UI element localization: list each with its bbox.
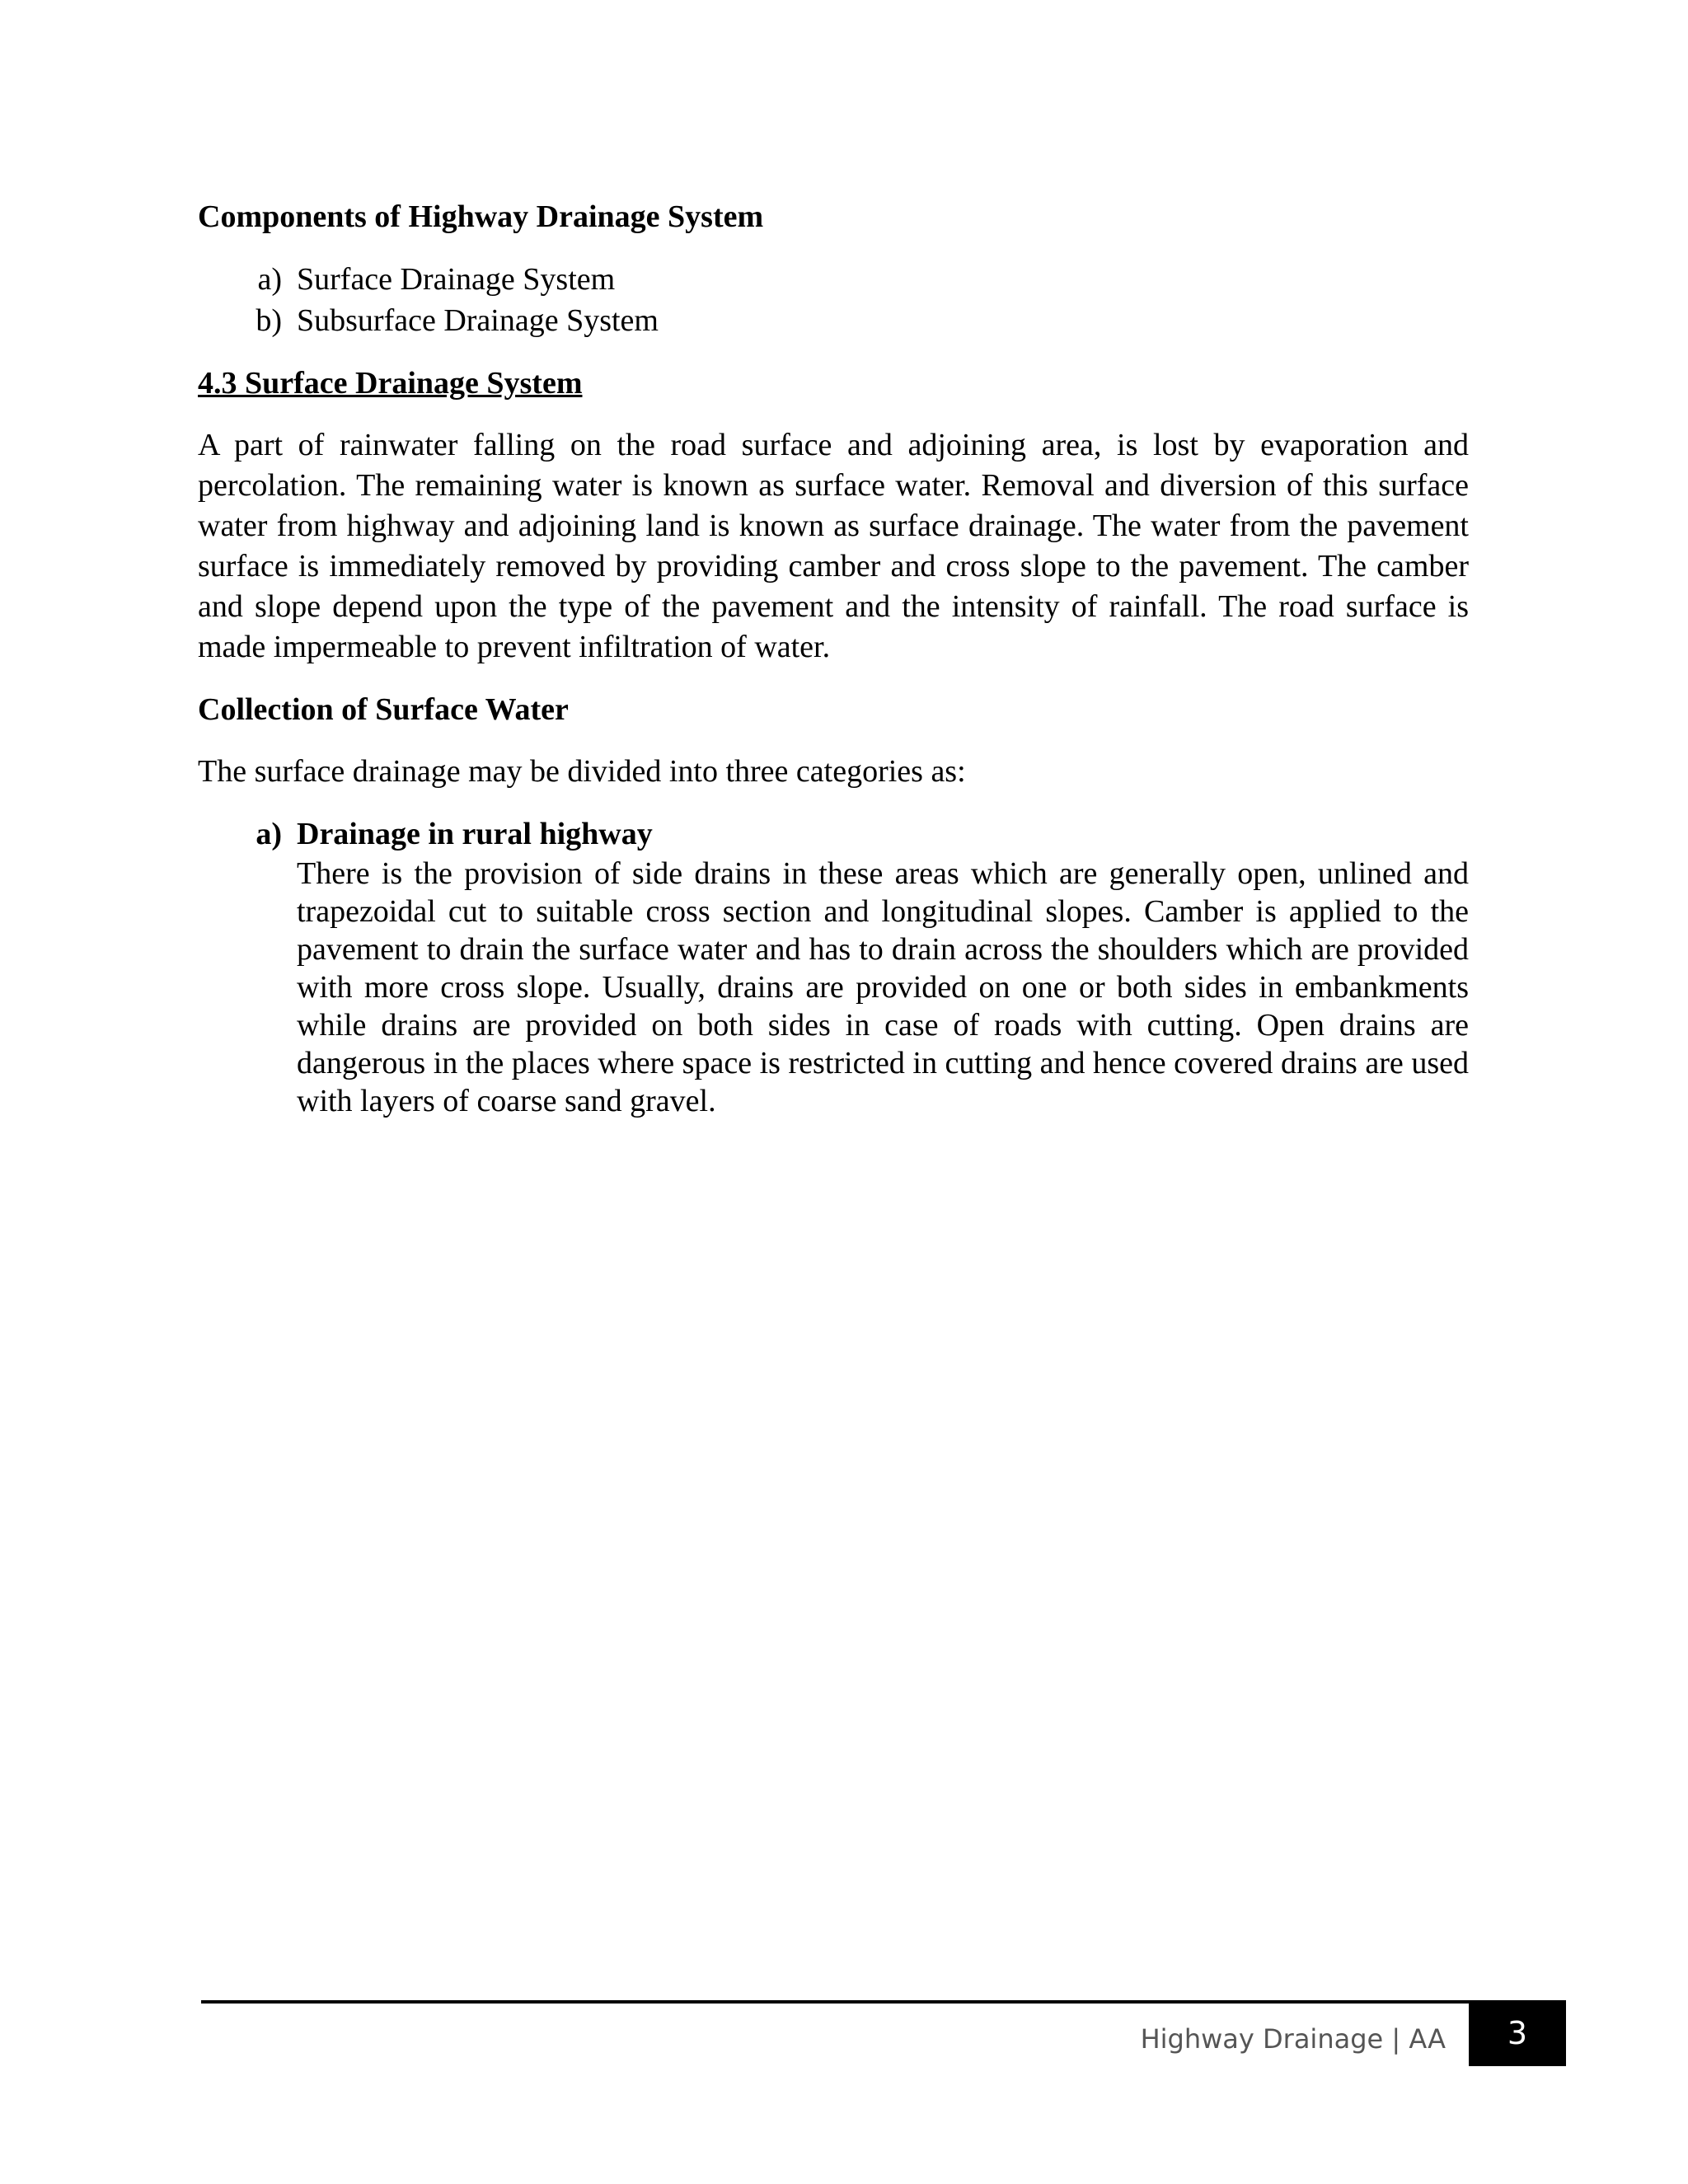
list-marker: a) — [257, 262, 282, 297]
components-heading: Components of Highway Drainage System — [198, 199, 764, 234]
section-heading: 4.3 Surface Drainage System — [198, 366, 583, 401]
components-list — [198, 259, 1469, 341]
subsection-title: Drainage in rural highway — [297, 817, 653, 851]
list-item — [198, 300, 1469, 341]
page-content — [198, 196, 1469, 1120]
section-paragraph: A part of rainwater falling on the road surface and adjoining area, is lost by evaporation and percolation. The remaining water is known as surface water. Removal and diversion of this surface water from highway and adjoining land is known as surface drainage. The water from the pavement surface is immediately removed by providing camber and cross slope to the pavement. The camber and slope depend upon the type of the pavement and the intensity of rainfall. The road surface is made impermeable to prevent infiltration of water. — [198, 428, 1469, 664]
subsection-paragraph: There is the provision of side drains in these areas which are generally open, unlined and trapezoidal cut to suitable cross section and longitudinal slopes. Camber is applied to the pavement to drain the surface water and has to drain across the shoulders which are provided with more cross slope. Usually, drains are provided on one or both sides in embankments while drains are provided on both sides in case of roads with cutting. Open drains are dangerous in the places where space is restricted in cutting and hence covered drains are used with layers of coarse sand gravel. — [297, 856, 1469, 1118]
collection-intro: The surface drainage may be divided into three categories as: — [198, 754, 966, 789]
list-item — [198, 813, 1469, 1120]
footer-divider — [201, 2000, 1566, 2004]
footer-label: Highway Drainage | AA — [1140, 2023, 1446, 2055]
list-item-text: Subsurface Drainage System — [297, 303, 659, 338]
list-marker: b) — [256, 303, 282, 338]
page-number-badge — [1469, 2000, 1566, 2066]
collection-heading: Collection of Surface Water — [198, 692, 569, 727]
list-item — [198, 259, 1469, 300]
page-number: 3 — [1507, 2015, 1528, 2051]
list-item-body — [297, 813, 1469, 1120]
list-item-text: Surface Drainage System — [297, 262, 616, 297]
list-marker: a) — [256, 817, 282, 851]
